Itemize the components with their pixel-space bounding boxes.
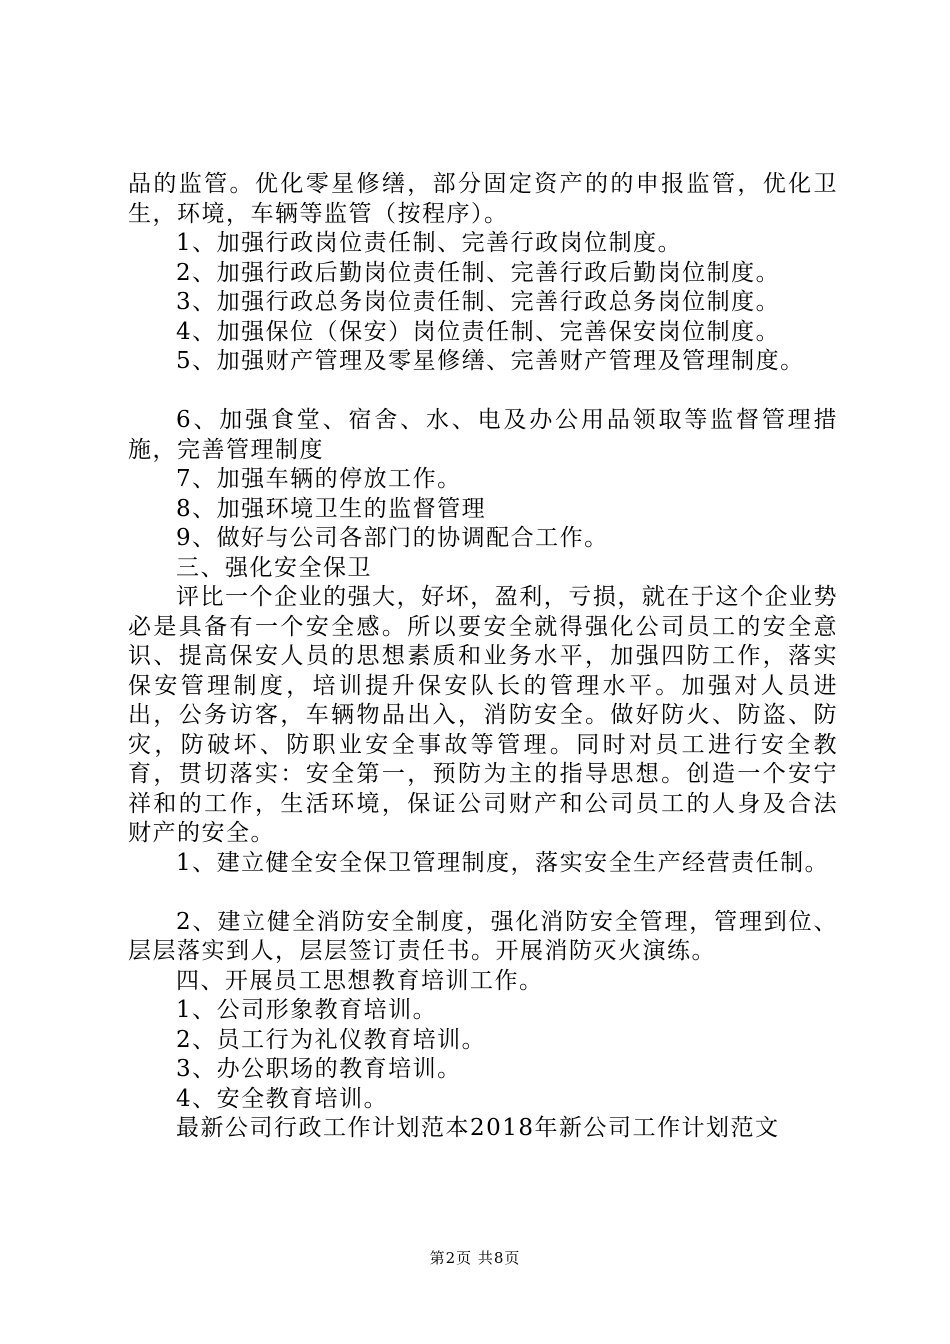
list-item: 5、加强财产管理及零星修缮、完善财产管理及管理制度。: [176, 348, 805, 374]
list-item: 3、办公职场的教育培训。: [176, 1056, 462, 1082]
list-item: 4、加强保位（保安）岗位责任制、完善保安岗位制度。: [176, 318, 781, 345]
list-item: 7、加强车辆的停放工作。: [176, 466, 462, 492]
document-body: [128, 170, 838, 1144]
paragraph-continuation: 品的监管。优化零星修缮，部分固定资产的的申报监管，优化卫生，环境，车辆等监管（按程序）。: [128, 171, 838, 227]
page-number-footer: 第2页 共8页: [429, 1249, 521, 1267]
list-item: 1、公司形象教育培训。: [176, 997, 438, 1023]
section-heading: 三、强化安全保卫: [176, 554, 372, 581]
list-item: 2、加强行政后勤岗位责任制、完善行政后勤岗位制度。: [176, 259, 781, 286]
closing-title: 最新公司行政工作计划范本2018年新公司工作计划范文: [176, 1115, 780, 1141]
list-item: 6、加强食堂、宿舍、水、电及办公用品领取等监督管理措施，完善管理制度: [128, 407, 838, 463]
list-item: 8、加强环境卫生的监督管理: [176, 495, 487, 522]
list-item: 1、建立健全安全保卫管理制度，落实安全生产经营责任制。: [176, 849, 830, 876]
list-item: 1、加强行政岗位责任制、完善行政岗位制度。: [176, 230, 683, 256]
list-item: 2、员工行为礼仪教育培训。: [176, 1026, 487, 1053]
list-item: 9、做好与公司各部门的协调配合工作。: [176, 525, 609, 551]
list-item: 4、安全教育培训。: [176, 1085, 389, 1112]
list-item: 2、建立健全消防安全制度，强化消防安全管理，管理到位、层层落实到人，层层签订责任书。开展消防灭火演练。: [128, 908, 838, 964]
section-heading: 四、开展员工思想教育培训工作。: [176, 967, 544, 994]
body-paragraph: 评比一个企业的强大，好坏，盈利，亏损，就在于这个企业势必是具备有一个安全感。所以要安全就得强化公司员工的安全意识、提高保安人员的思想素质和业务水平，加强四防工作，落实保安管理制度，培训提升保安队长的管理水平。加强对人员进出，公务访客，车辆物品出入，消防安全。做好防火、防盗、防灾，防破坏、防职业安全事故等管理。同时对员工进行安全教育，贯切落实：安全第一，预防为主的指导思想。创造一个安宁祥和的工作，生活环境，保证公司财产和公司员工的人身及合法财产的安全。: [128, 584, 838, 846]
list-item: 3、加强行政总务岗位责任制、完善行政总务岗位制度。: [176, 289, 781, 315]
